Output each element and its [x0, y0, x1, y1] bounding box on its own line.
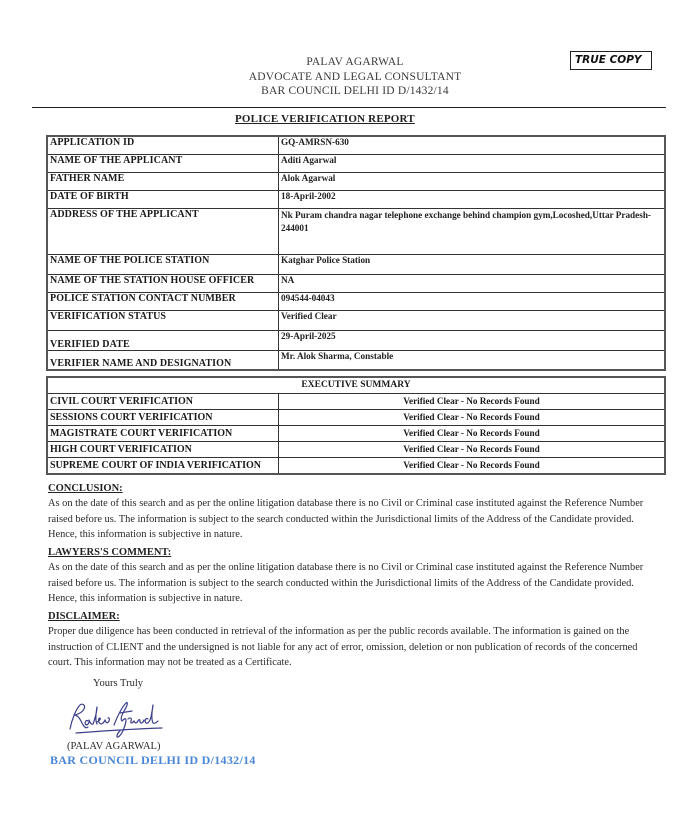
- disclaimer-text: Proper due diligence has been conducted in retrieval of the information as per the public records available. The information is gained on the instruction of CLIENT and the undersigned is not liable for any act of error, omission, deletion or non publication of records of the concerned court. This information may not be treated as a Certificate.: [48, 626, 638, 668]
- field-value: 29-April-2025: [279, 330, 666, 350]
- field-label: NAME OF THE POLICE STATION: [47, 254, 279, 274]
- court-result: Verified Clear - No Records Found: [279, 410, 666, 426]
- field-value: 18-April-2002: [279, 190, 666, 208]
- report-title: POLICE VERIFICATION REPORT: [235, 113, 415, 125]
- table-row: [47, 458, 665, 475]
- disclaimer-heading: DISCLAIMER:: [48, 611, 120, 622]
- lawyers-comment-section: [48, 546, 664, 607]
- field-value: GQ-AMRSN-630: [279, 136, 666, 154]
- field-value: Aditi Agarwal: [279, 154, 666, 172]
- table-row: [47, 136, 665, 154]
- field-label: DATE OF BIRTH: [47, 190, 279, 208]
- field-label: FATHER NAME: [47, 172, 279, 190]
- table-row: [47, 310, 665, 330]
- table-row: [47, 410, 665, 426]
- table-row: [47, 172, 665, 190]
- court-label: SUPREME COURT OF INDIA VERIFICATION: [47, 458, 279, 475]
- field-value: Katghar Police Station: [279, 254, 666, 274]
- closing-text: Yours Truly: [93, 678, 144, 689]
- field-value: Alok Agarwal: [279, 172, 666, 190]
- field-label: POLICE STATION CONTACT NUMBER: [47, 292, 279, 310]
- signatory-bar-id: BAR COUNCIL DELHI ID D/1432/14: [50, 753, 256, 767]
- table-row: [47, 394, 665, 410]
- field-label: VERIFICATION STATUS: [47, 310, 279, 330]
- court-label: HIGH COURT VERIFICATION: [47, 442, 279, 458]
- table-row: [47, 292, 665, 310]
- conclusion-text: As on the date of this search and as per the online litigation database there is no Civil or Criminal case instituted against the Reference Number raised before us. The information is subject to the search conducted within the Jurisdictional limits of the Address of the Candidate provided. Hence, this information is subjective in nature.: [48, 498, 644, 540]
- table-row: [47, 442, 665, 458]
- conclusion-section: [48, 482, 664, 543]
- field-label: NAME OF THE STATION HOUSE OFFICER: [47, 274, 279, 292]
- court-result: Verified Clear - No Records Found: [279, 426, 666, 442]
- field-label: ADDRESS OF THE APPLICANT: [47, 208, 279, 254]
- court-label: MAGISTRATE COURT VERIFICATION: [47, 426, 279, 442]
- field-value: 094544-04043: [279, 292, 666, 310]
- field-value: Mr. Alok Sharma, Constable: [279, 350, 666, 370]
- field-label: APPLICATION ID: [47, 136, 279, 154]
- letterhead-bar-id: BAR COUNCIL DELHI ID D/1432/14: [261, 85, 449, 97]
- table-row: [47, 274, 665, 292]
- letterhead: [200, 55, 510, 99]
- field-label: VERIFIED DATE: [47, 330, 279, 350]
- court-result: Verified Clear - No Records Found: [279, 394, 666, 410]
- advocate-title: ADVOCATE AND LEGAL CONSULTANT: [248, 70, 462, 83]
- verification-details-table: [46, 135, 666, 371]
- table-row: [47, 208, 665, 254]
- field-label: NAME OF THE APPLICANT: [47, 154, 279, 172]
- lawyers-comment-heading: LAWYERS'S COMMENT:: [48, 547, 172, 558]
- table-row: [47, 426, 665, 442]
- field-value: Verified Clear: [279, 310, 666, 330]
- table-row: [47, 330, 665, 350]
- field-label: VERIFIER NAME AND DESIGNATION: [47, 350, 279, 370]
- court-result: Verified Clear - No Records Found: [279, 442, 666, 458]
- signature-icon: [62, 697, 172, 742]
- table-row: [47, 154, 665, 172]
- conclusion-heading: CONCLUSION:: [48, 483, 123, 494]
- court-label: SESSIONS COURT VERIFICATION: [47, 410, 279, 426]
- header-divider: [32, 107, 666, 108]
- executive-summary-heading: EXECUTIVE SUMMARY: [47, 377, 665, 394]
- field-value: NA: [279, 274, 666, 292]
- court-result: Verified Clear - No Records Found: [279, 458, 666, 475]
- table-row: [47, 254, 665, 274]
- table-row: [47, 190, 665, 208]
- lawyers-comment-text: As on the date of this search and as per the online litigation database there is no Civil or Criminal case instituted against the Reference Number raised before us. The information is subject to the search conducted within the Jurisdictional limits of the Address of the Candidate provided. Hence, this information is subjective in nature.: [48, 562, 644, 604]
- summary-heading-row: [47, 377, 665, 394]
- advocate-name: PALAV AGARWAL: [306, 56, 404, 68]
- true-copy-stamp: TRUE COPY: [570, 51, 652, 70]
- court-label: CIVIL COURT VERIFICATION: [47, 394, 279, 410]
- signatory-name: (PALAV AGARWAL): [67, 741, 161, 752]
- table-row: [47, 350, 665, 370]
- field-value: Nk Puram chandra nagar telephone exchange behind champion gym,Locoshed,Uttar Pradesh-244001: [279, 208, 666, 254]
- disclaimer-section: [48, 610, 664, 671]
- executive-summary-table: [46, 376, 666, 475]
